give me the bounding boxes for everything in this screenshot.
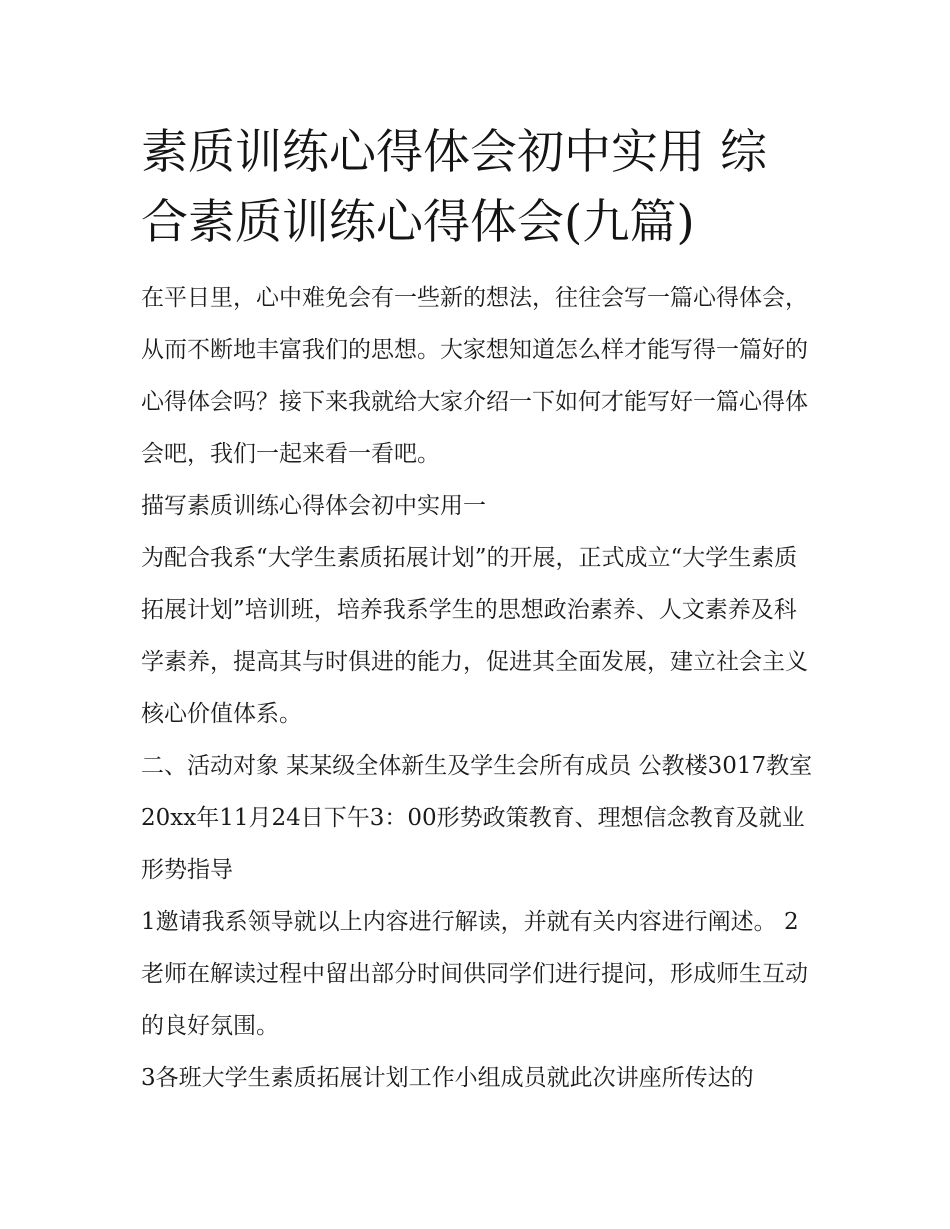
body-paragraph-purpose: 为配合我系“大学生素质拓展计划”的开展，正式成立“大学生素质拓展计划”培训班，培养我系学生的思想政治素养、人文素养及科学素养，提高其与时俱进的能力，促进其全面发展，建立社会主义核心价值体系。 (141, 545, 808, 727)
section-heading: 描写素质训练心得体会初中实用一 (141, 493, 486, 519)
document-title: 素质训练心得体会初中实用 综合素质训练心得体会(九篇) (141, 125, 767, 250)
body-paragraph-steps: 1邀请我系领导就以上内容进行解读，并就有关内容进行阐述。 2老师在解读过程中留出部分时间供同学们进行提问，形成师生互动的良好氛围。 (141, 909, 808, 1039)
body-paragraph-activity: 二、活动对象 某某级全体新生及学生会所有成员 公教楼3017教室 20xx年11月24日下午3：00形势政策教育、理想信念教育及就业形势指导 (141, 753, 813, 883)
intro-paragraph: 在平日里，心中难免会有一些新的想法，往往会写一篇心得体会，从而不断地丰富我们的思想。大家想知道怎么样才能写得一篇好的心得体会吗？接下来我就给大家介绍一下如何才能写好一篇心得体会吧，我们一起来看一看吧。 (141, 285, 808, 467)
body-paragraph-continued: 3各班大学生素质拓展计划工作小组成员就此次讲座所传达的 (141, 1065, 754, 1091)
document-content (141, 118, 813, 1104)
